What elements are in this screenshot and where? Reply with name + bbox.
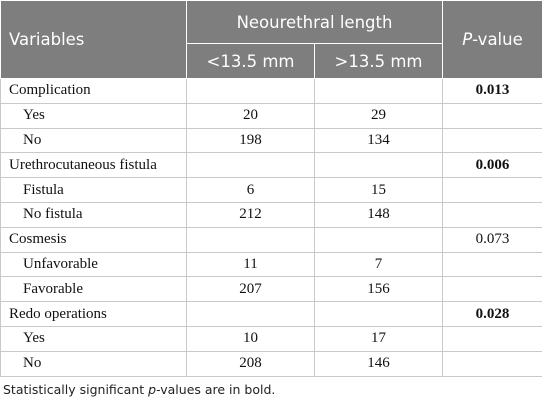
header-p-value — [443, 1, 542, 79]
cell-over-13-5: 146 — [315, 351, 443, 376]
table-row — [1, 178, 542, 203]
table-body — [1, 79, 542, 377]
header-neourethral-length: Neourethral length — [187, 1, 443, 44]
cell-over-13-5: 15 — [315, 178, 443, 203]
row-label: Complication — [1, 79, 187, 104]
cell-over-13-5 — [315, 227, 443, 252]
row-label: Cosmesis — [1, 227, 187, 252]
cell-over-13-5: 134 — [315, 128, 443, 153]
row-label: No — [1, 128, 187, 153]
cell-over-13-5: 148 — [315, 202, 443, 227]
cell-p-value — [443, 277, 542, 302]
row-label: Yes — [1, 326, 187, 351]
row-label: No fistula — [1, 202, 187, 227]
cell-p-value: 0.013 — [443, 79, 542, 104]
header-p-suffix: -value — [472, 30, 523, 49]
cell-over-13-5 — [315, 302, 443, 327]
cell-p-value: 0.073 — [443, 227, 542, 252]
row-label: Yes — [1, 103, 187, 128]
cell-p-value — [443, 178, 542, 203]
table-row-category — [1, 153, 542, 178]
table-row — [1, 128, 542, 153]
cell-over-13-5 — [315, 79, 443, 104]
cell-under-13-5: 208 — [187, 351, 315, 376]
table-row — [1, 326, 542, 351]
table-row — [1, 202, 542, 227]
cell-p-value — [443, 103, 542, 128]
header-variables: Variables — [1, 1, 187, 79]
cell-under-13-5 — [187, 79, 315, 104]
cell-over-13-5: 29 — [315, 103, 443, 128]
cell-under-13-5: 10 — [187, 326, 315, 351]
table-row-category — [1, 227, 542, 252]
footnote-p-italic: p — [148, 382, 157, 397]
row-label: Favorable — [1, 277, 187, 302]
cell-p-value — [443, 252, 542, 277]
table-row — [1, 103, 542, 128]
cell-p-value — [443, 351, 542, 376]
table-row — [1, 277, 542, 302]
row-label: No — [1, 351, 187, 376]
header-p-italic: P — [462, 30, 473, 49]
cell-under-13-5 — [187, 227, 315, 252]
table-row-category — [1, 79, 542, 104]
table-header — [1, 1, 542, 79]
cell-over-13-5 — [315, 153, 443, 178]
cell-under-13-5: 207 — [187, 277, 315, 302]
cell-over-13-5: 156 — [315, 277, 443, 302]
cell-under-13-5 — [187, 302, 315, 327]
cell-p-value: 0.028 — [443, 302, 542, 327]
header-over-13-5: >13.5 mm — [315, 44, 443, 79]
cell-under-13-5: 212 — [187, 202, 315, 227]
row-label: Fistula — [1, 178, 187, 203]
cell-under-13-5: 198 — [187, 128, 315, 153]
row-label: Redo operations — [1, 302, 187, 327]
cell-under-13-5 — [187, 153, 315, 178]
row-label: Unfavorable — [1, 252, 187, 277]
cell-under-13-5: 11 — [187, 252, 315, 277]
cell-over-13-5: 17 — [315, 326, 443, 351]
footnote-pre: Statistically significant — [3, 382, 149, 397]
footnote-post: -values are in bold. — [156, 382, 276, 397]
header-under-13-5: <13.5 mm — [187, 44, 315, 79]
cell-over-13-5: 7 — [315, 252, 443, 277]
cell-p-value — [443, 326, 542, 351]
table-row-category — [1, 302, 542, 327]
cell-under-13-5: 20 — [187, 103, 315, 128]
cell-p-value — [443, 202, 542, 227]
cell-p-value — [443, 128, 542, 153]
table-row — [1, 351, 542, 376]
cell-under-13-5: 6 — [187, 178, 315, 203]
table-row — [1, 252, 542, 277]
cell-p-value: 0.006 — [443, 153, 542, 178]
row-label: Urethrocutaneous fistula — [1, 153, 187, 178]
footnote — [3, 382, 275, 397]
